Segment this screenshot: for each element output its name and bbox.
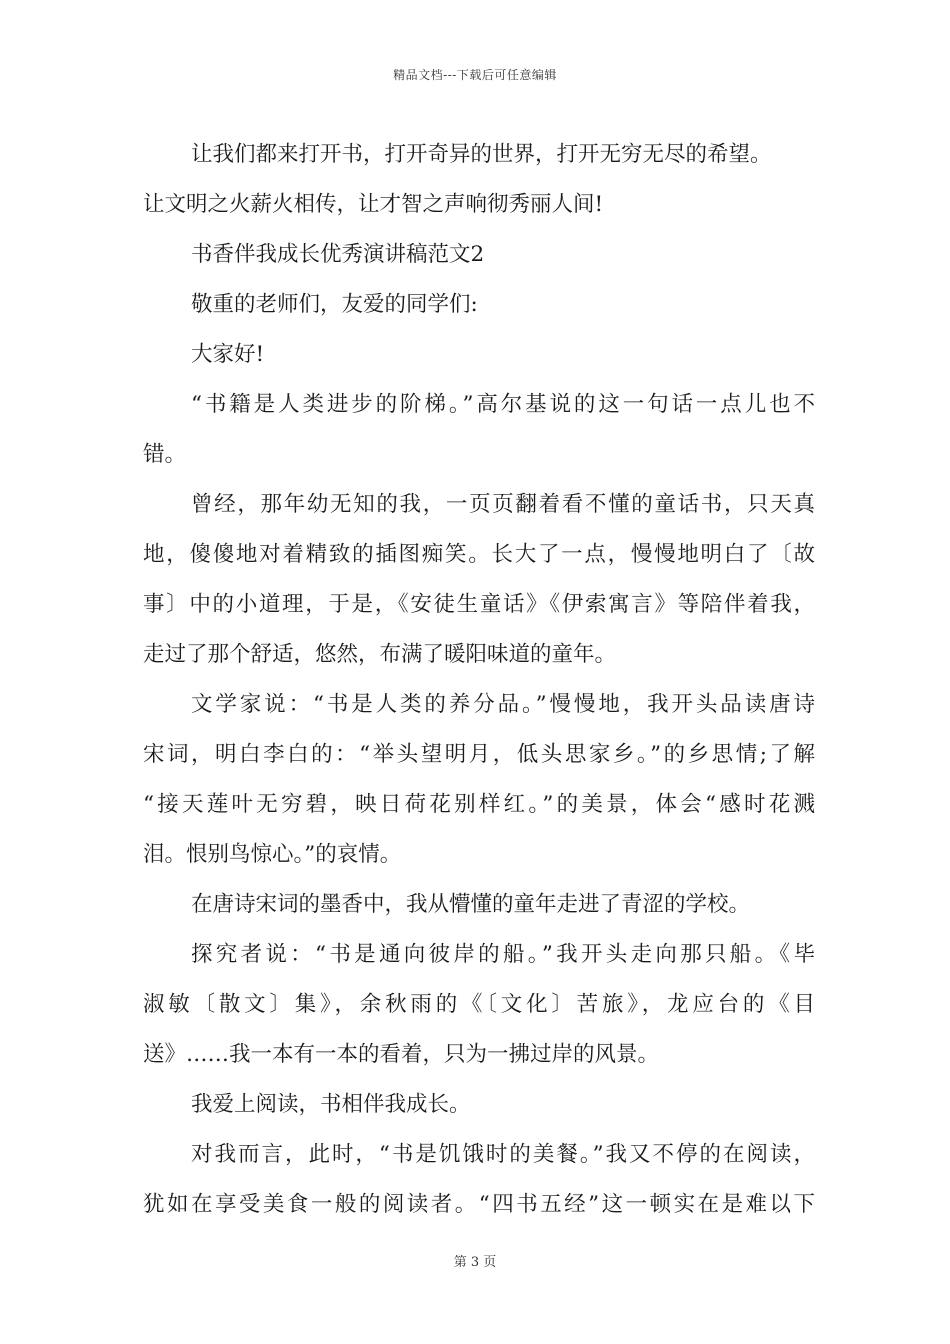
paragraph-line: 文学家说：“书是人类的养分品。”慢慢地，我开头品读唐诗 [191, 692, 815, 717]
page-number: 第 3 页 [453, 1255, 497, 1270]
greeting-line: 敬重的老师们，友爱的同学们: [191, 292, 478, 317]
paragraph-line: 我爱上阅读，书相伴我成长。 [191, 1092, 471, 1117]
paragraph-line: 淑敏〔散文〕集》，余秋雨的《〔文化〕苦旅》，龙应台的《目 [143, 992, 815, 1017]
paragraph-line: 在唐诗宋词的墨香中，我从懵懂的童年走进了青涩的学校。 [191, 892, 751, 917]
paragraph-line: 让文明之火薪火相传，让才智之声响彻秀丽人间! [143, 192, 604, 217]
paragraph-line: 地，傻傻地对着精致的插图痴笑。长大了一点，慢慢地明白了〔故 [143, 542, 815, 567]
paragraph-line: 事〕中的小道理，于是，《安徒生童话》《伊索寓言》等陪伴着我， [143, 592, 815, 617]
paragraph-line: 错。 [143, 442, 187, 467]
paragraph-line: 对我而言，此时，“书是饥饿时的美餐。”我又不停的在阅读， [191, 1142, 815, 1167]
paragraph-line: 犹如在享受美食一般的阅读者。“四书五经”这一顿实在是难以下 [143, 1192, 815, 1217]
paragraph-line: 曾经，那年幼无知的我，一页页翻着看不懂的童话书，只天真 [191, 492, 815, 517]
paragraph-line: 送》……我一本有一本的看着，只为一拂过岸的风景。 [143, 1042, 660, 1067]
paragraph-line: 泪。恨别鸟惊心。”的哀情。 [143, 842, 402, 867]
paragraph-line: 探究者说：“书是通向彼岸的船。”我开头走向那只船。《毕 [191, 942, 815, 967]
paragraph-line: “书籍是人类进步的阶梯。”高尔基说的这一句话一点儿也不 [191, 392, 815, 417]
paragraph-line: 让我们都来打开书，打开奇异的世界，打开无穷无尽的希望。 [191, 142, 772, 167]
paragraph-line: 宋词，明白李白的：“举头望明月，低头思家乡。”的乡思情;了解 [143, 742, 815, 767]
paragraph-line: “接天莲叶无穷碧，映日荷花别样红。”的美景，体会“感时花溅 [143, 792, 815, 817]
page-header: 精品文档---下载后可任意编辑 [393, 68, 557, 82]
paragraph-line: 走过了那个舒适，悠然，布满了暖阳味道的童年。 [143, 642, 617, 667]
greeting-line: 大家好! [191, 342, 265, 367]
section-title: 书香伴我成长优秀演讲稿范文2 [191, 242, 485, 267]
document-body [143, 130, 815, 1230]
